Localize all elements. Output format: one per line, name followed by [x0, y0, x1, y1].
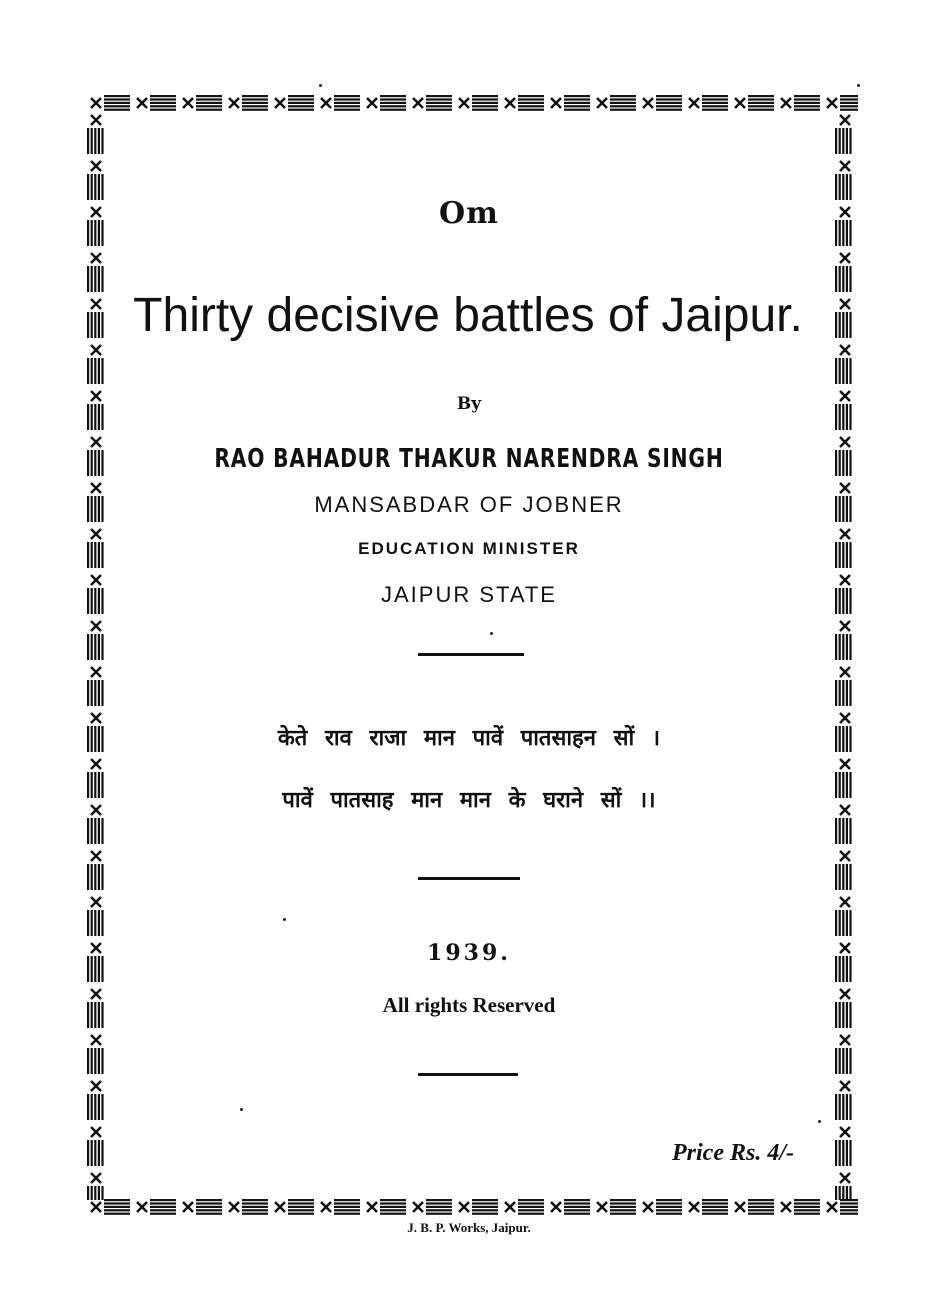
print-speck	[283, 918, 286, 921]
author-title-mansabdar: MANSABDAR OF JOBNER	[314, 492, 624, 517]
divider-rule	[418, 653, 524, 656]
author-state: JAIPUR STATE	[381, 582, 557, 607]
publication-year: 1939.	[427, 940, 511, 966]
divider-rule	[418, 877, 520, 880]
print-speck	[490, 632, 493, 635]
print-speck	[240, 1108, 243, 1111]
print-speck	[857, 84, 860, 87]
author-title-minister: EDUCATION MINISTER	[358, 539, 580, 558]
author-name: RAO BAHADUR THAKUR NARENDRA SINGH	[214, 444, 724, 474]
printer-imprint: J. B. P. Works, Jaipur.	[407, 1220, 531, 1235]
print-speck	[319, 84, 322, 87]
page-title: Thirty decisive battles of Jaipur.	[133, 289, 803, 342]
verse-line-2: पावें पातसाह मान मान के घराने सों ।।	[282, 788, 656, 813]
invocation-om: Om	[439, 196, 499, 231]
price-label: Price Rs. 4/-	[672, 1140, 794, 1166]
rights-notice: All rights Reserved	[382, 993, 556, 1017]
byline: By	[456, 394, 482, 414]
divider-rule	[418, 1073, 518, 1076]
verse-line-1: केते राव राजा मान पावें पातसाहन सों ।	[277, 726, 661, 751]
print-speck	[818, 1120, 821, 1123]
